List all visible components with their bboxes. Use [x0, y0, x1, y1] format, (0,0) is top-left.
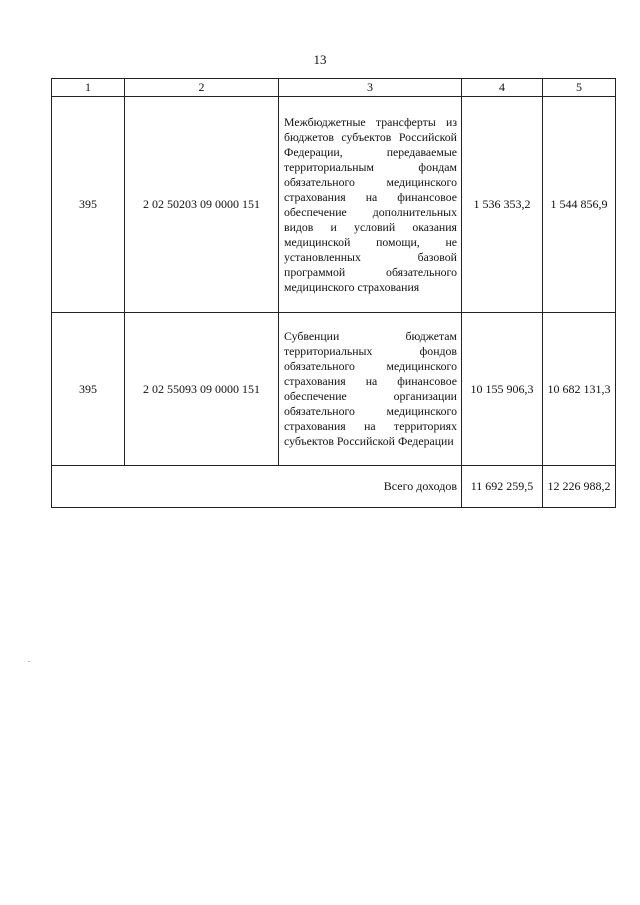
- table-row: [52, 313, 616, 466]
- description-cell: Субвенции бюджетам территориальных фондов обязательного медицинского страхования на финансовое обеспечение организации обязательного медицинского страхования на территориях субъектов Российской Федерации: [279, 313, 462, 466]
- description-cell: Межбюджетные трансферты из бюджетов субъектов Российской Федерации, передаваемые территориальным фондам обязательного медицинского страхования на финансовое обеспечение дополнительных видов и условий оказания медицинской помощи, не установленных базовой программой обязательного медицинского страхования: [279, 97, 462, 313]
- header-col-5: 5: [543, 79, 616, 97]
- page-number: 13: [313, 52, 327, 67]
- amount-year-2-cell: 10 682 131,3: [543, 313, 616, 466]
- scan-speck: [28, 661, 30, 662]
- budget-code-cell: 2 02 55093 09 0000 151: [125, 313, 279, 466]
- header-col-1: 1: [52, 79, 125, 97]
- amount-year-1-cell: 10 155 906,3: [462, 313, 543, 466]
- amount-year-2-cell: 1 544 856,9: [543, 97, 616, 313]
- header-col-3: 3: [279, 79, 462, 97]
- table-row: [52, 97, 616, 313]
- table-header-row: [52, 79, 616, 97]
- total-year-2-cell: 12 226 988,2: [543, 466, 616, 508]
- header-col-4: 4: [462, 79, 543, 97]
- budget-revenue-table: [51, 78, 616, 508]
- admin-code-cell: 395: [52, 313, 125, 466]
- total-row: [52, 466, 616, 508]
- total-label: Всего доходов: [52, 466, 462, 508]
- admin-code-cell: 395: [52, 97, 125, 313]
- header-col-2: 2: [125, 79, 279, 97]
- budget-code-cell: 2 02 50203 09 0000 151: [125, 97, 279, 313]
- amount-year-1-cell: 1 536 353,2: [462, 97, 543, 313]
- total-year-1-cell: 11 692 259,5: [462, 466, 543, 508]
